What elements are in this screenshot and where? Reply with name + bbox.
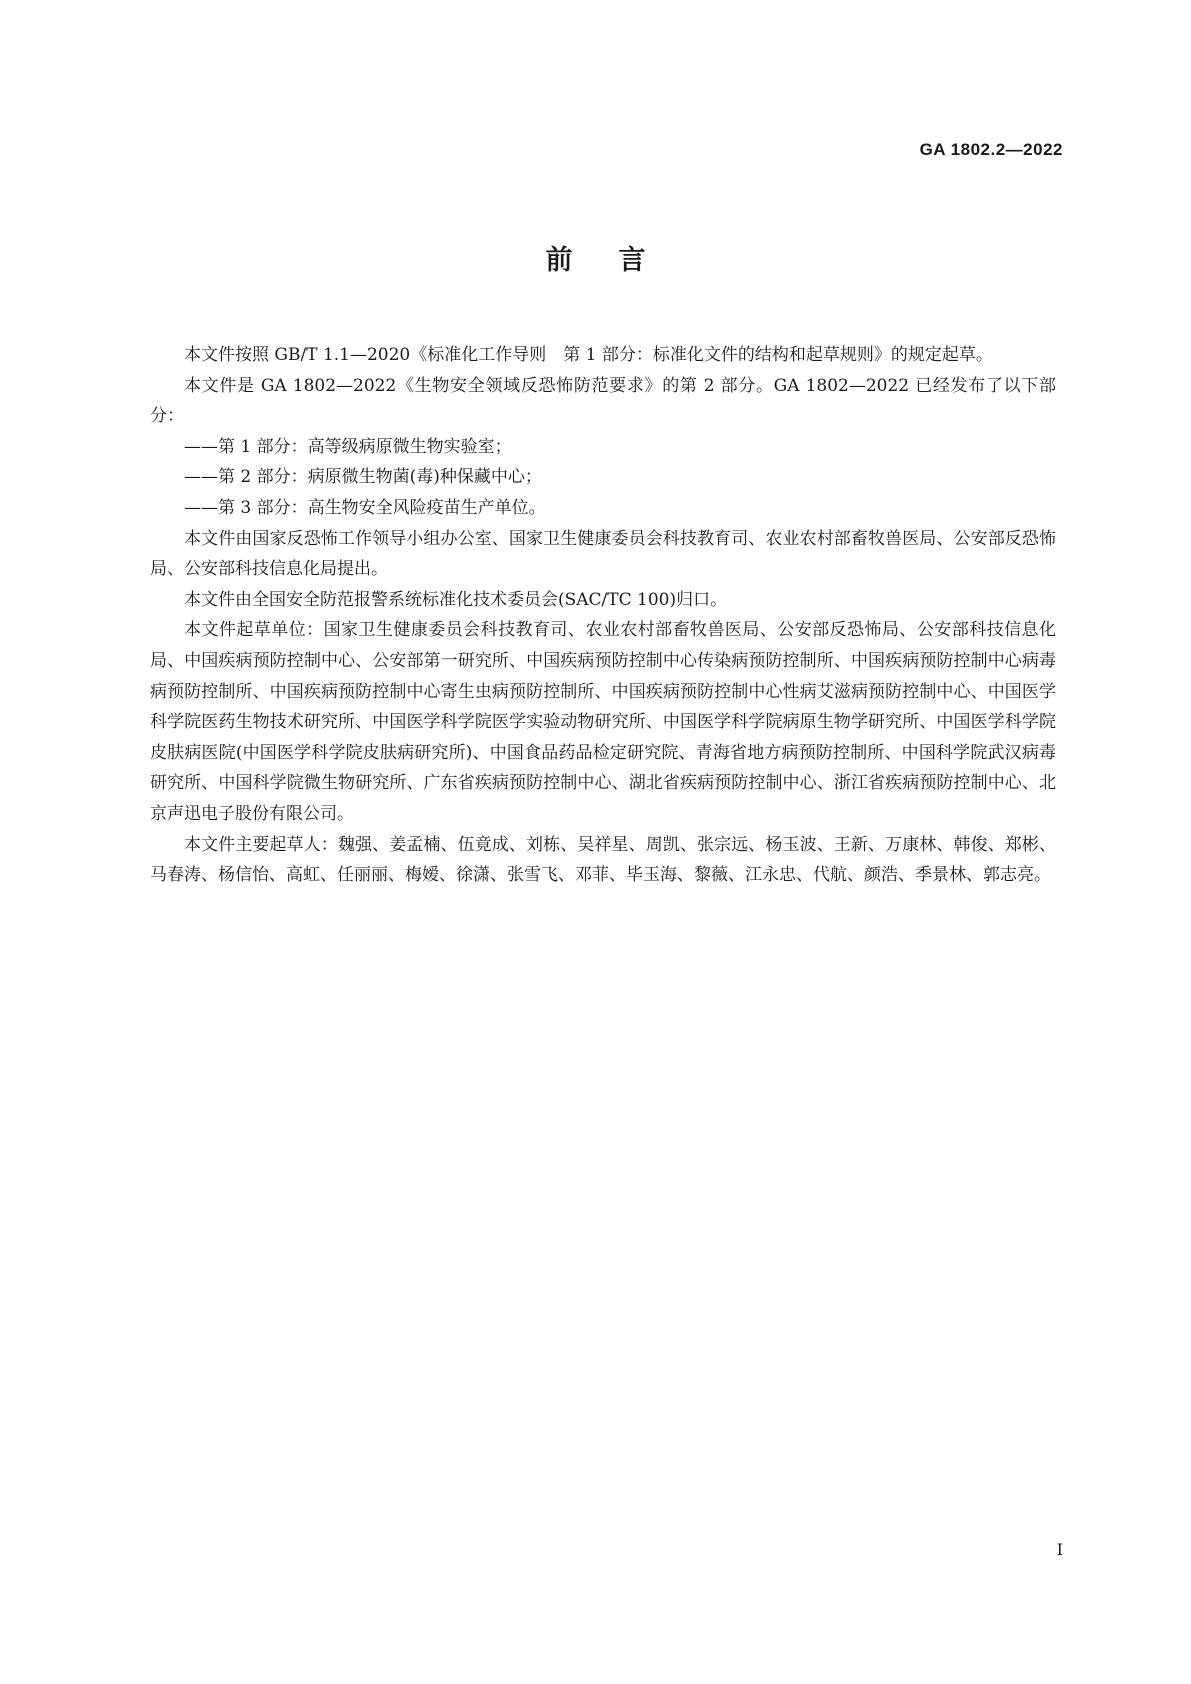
paragraph-drafters: 本文件主要起草人：魏强、姜孟楠、伍竟成、刘栋、吴祥星、周凯、张宗远、杨玉波、王新、万康林、韩俊、郑彬、马春涛、杨信怡、高虹、任丽丽、梅嫒、徐潇、张雪飞、邓菲、毕玉海、黎薇、江永忠、代航、颜浩、季景林、郭志亮。 [150,834,1056,886]
page-number: I [1056,1540,1063,1559]
list-item: ——第 1 部分：高等级病原微生物实验室； [184,436,512,457]
paragraph-drafting-rules: 本文件按照 GB/T 1.1—2020《标准化工作导则 第 1 部分：标准化文件的结构和起草规则》的规定起草。 [184,345,993,365]
foreword-body [150,340,1056,891]
list-item: ——第 3 部分：高生物安全风险疫苗生产单位。 [184,497,546,518]
list-item: ——第 2 部分：病原微生物菌(毒)种保藏中心； [184,467,542,488]
paragraph-parts-intro: 本文件是 GA 1802—2022《生物安全领域反恐怖防范要求》的第 2 部分。GA 1802—2022 已经发布了以下部分： [150,375,1056,427]
paragraph-centralized-by: 本文件由全国安全防范报警系统标准化技术委员会(SAC/TC 100)归口。 [184,589,728,610]
document-code: GA 1802.2—2022 [919,140,1063,159]
page-title: 前言 [545,245,692,276]
paragraph-drafting-units: 本文件起草单位：国家卫生健康委员会科技教育司、农业农村部畜牧兽医局、公安部反恐怖局、公安部科技信息化局、中国疾病预防控制中心、公安部第一研究所、中国疾病预防控制中心传染病预防控制所、中国疾病预防控制中心病毒病预防控制所、中国疾病预防控制中心寄生虫病预防控制所、中国疾病预防控制中心性病艾滋病预防控制中心、中国医学科学院医药生物技术研究所、中国医学科学院医学实验动物研究所、中国医学科学院病原生物学研究所、中国医学科学院皮肤病医院(中国医学科学院皮肤病研究所)、中国食品药品检定研究院、青海省地方病预防控制所、中国科学院武汉病毒研究所、中国科学院微生物研究所、广东省疾病预防控制中心、湖北省疾病预防控制中心、浙江省疾病预防控制中心、北京声迅电子股份有限公司。 [150,620,1056,824]
paragraph-proposed-by: 本文件由国家反恐怖工作领导小组办公室、国家卫生健康委员会科技教育司、农业农村部畜牧兽医局、公安部反恐怖局、公安部科技信息化局提出。 [150,528,1056,580]
